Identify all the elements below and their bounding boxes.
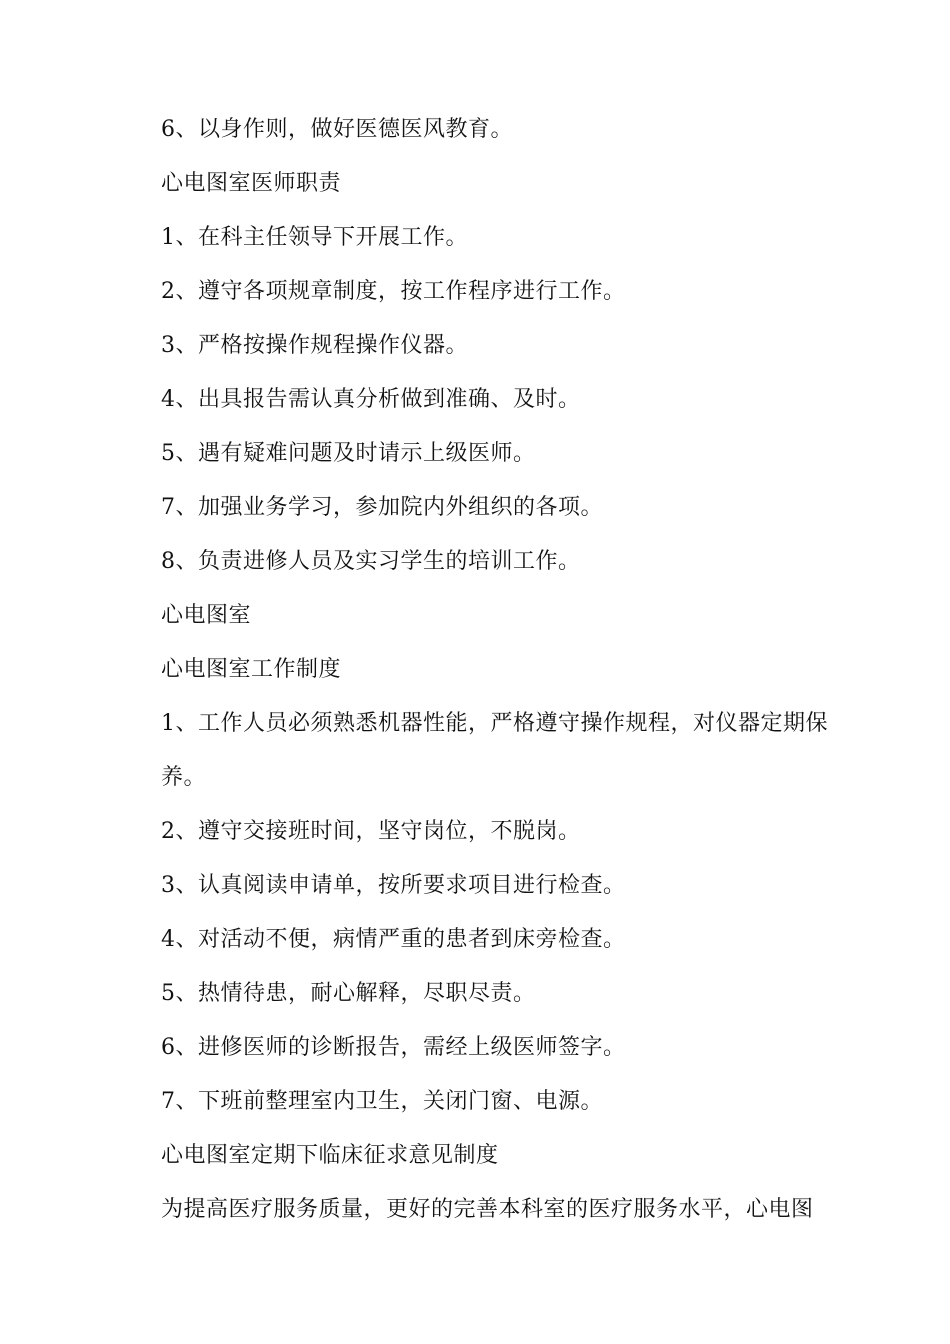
section-heading: 心电图室 [161,603,252,628]
text-line: 3、严格按操作规程操作仪器。 [161,333,468,358]
text-line: 为提高医疗服务质量，更好的完善本科室的医疗服务水平，心电图 [161,1197,814,1222]
section-heading: 心电图室定期下临床征求意见制度 [161,1143,499,1168]
text-line: 8、负责进修人员及实习学生的培训工作。 [161,549,581,574]
text-line: 1、在科主任领导下开展工作。 [161,225,468,250]
text-line: 6、以身作则，做好医德医风教育。 [161,117,513,142]
text-line: 6、进修医师的诊断报告，需经上级医师签字。 [161,1035,626,1060]
text-line: 3、认真阅读申请单，按所要求项目进行检查。 [161,873,626,898]
section-heading: 心电图室工作制度 [161,657,342,682]
text-line: 4、出具报告需认真分析做到准确、及时。 [161,387,581,412]
text-line: 2、遵守各项规章制度，按工作程序进行工作。 [161,279,626,304]
text-line: 4、对活动不便，病情严重的患者到床旁检查。 [161,927,626,952]
text-line: 5、热情待患，耐心解释，尽职尽责。 [161,981,536,1006]
text-line: 7、下班前整理室内卫生，关闭门窗、电源。 [161,1089,603,1114]
text-line: 2、遵守交接班时间，坚守岗位，不脱岗。 [161,819,581,844]
section-heading: 心电图室医师职责 [161,171,342,196]
text-line: 养。 [161,765,207,790]
text-line: 7、加强业务学习，参加院内外组织的各项。 [161,495,603,520]
text-line: 1、工作人员必须熟悉机器性能，严格遵守操作规程，对仪器定期保 [161,711,828,736]
text-line: 5、遇有疑难问题及时请示上级医师。 [161,441,536,466]
